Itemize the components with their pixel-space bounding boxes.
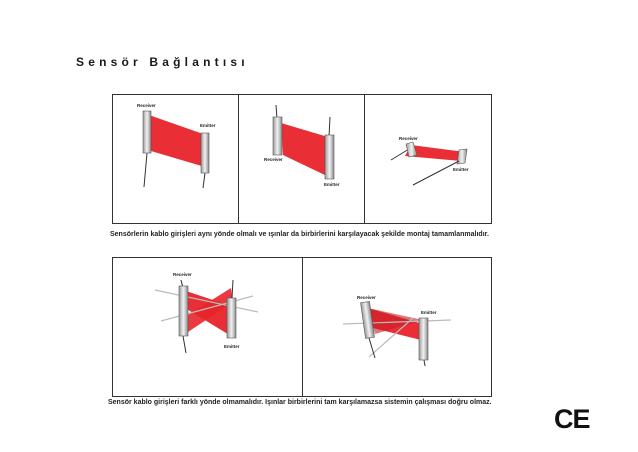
emitter-bar	[201, 133, 209, 173]
figure-4	[155, 272, 258, 353]
emitter-label: Emitter	[421, 310, 437, 315]
light-beam	[281, 123, 329, 177]
figure-5	[343, 295, 451, 366]
receiver-bar	[179, 286, 188, 336]
cable	[232, 280, 233, 298]
figure-2	[264, 105, 340, 187]
correct-mounting-figures	[113, 95, 491, 223]
emitter-bar	[227, 298, 236, 338]
cable	[183, 336, 186, 353]
figure-1	[137, 103, 216, 188]
ce-mark: CE	[554, 404, 590, 434]
emitter-bar	[419, 318, 428, 360]
cable	[413, 161, 459, 185]
receiver-label: Receiver	[399, 136, 418, 141]
emitter-label: Emitter	[453, 167, 469, 172]
page-title: Sensör Bağlantısı	[76, 55, 249, 69]
receiver-label: Receiver	[357, 295, 376, 300]
receiver-bar	[273, 117, 282, 155]
receiver-label: Receiver	[173, 272, 192, 277]
incorrect-mounting-caption: Sensör kablo girişleri farklı yönde olmamalıdır. Işınlar birbirlerini tam karşılamazsa sistemin çalışması doğru olmaz.	[108, 399, 492, 406]
cable	[203, 173, 205, 188]
receiver-label: Receiver	[137, 103, 156, 108]
receiver-label: Receiver	[264, 157, 283, 162]
emitter-label: Emitter	[224, 344, 240, 349]
incorrect-mounting-figures	[113, 258, 491, 396]
emitter-label: Emitter	[324, 182, 340, 187]
receiver-bar	[143, 111, 151, 153]
emitter-label: Emitter	[200, 123, 216, 128]
incorrect-mounting-panel	[112, 257, 492, 397]
correct-mounting-panel	[112, 94, 492, 224]
emitter-bar	[325, 135, 334, 179]
cable	[329, 117, 330, 137]
cable	[144, 153, 147, 187]
correct-mounting-caption: Sensörlerin kablo girişleri aynı yönde olmalı ve ışınlar da birbirlerini karşılayacak şekilde montaj tamamlanmalıdır.	[110, 231, 489, 238]
cable	[424, 360, 425, 366]
figure-3	[391, 136, 469, 185]
light-beam	[149, 115, 206, 167]
